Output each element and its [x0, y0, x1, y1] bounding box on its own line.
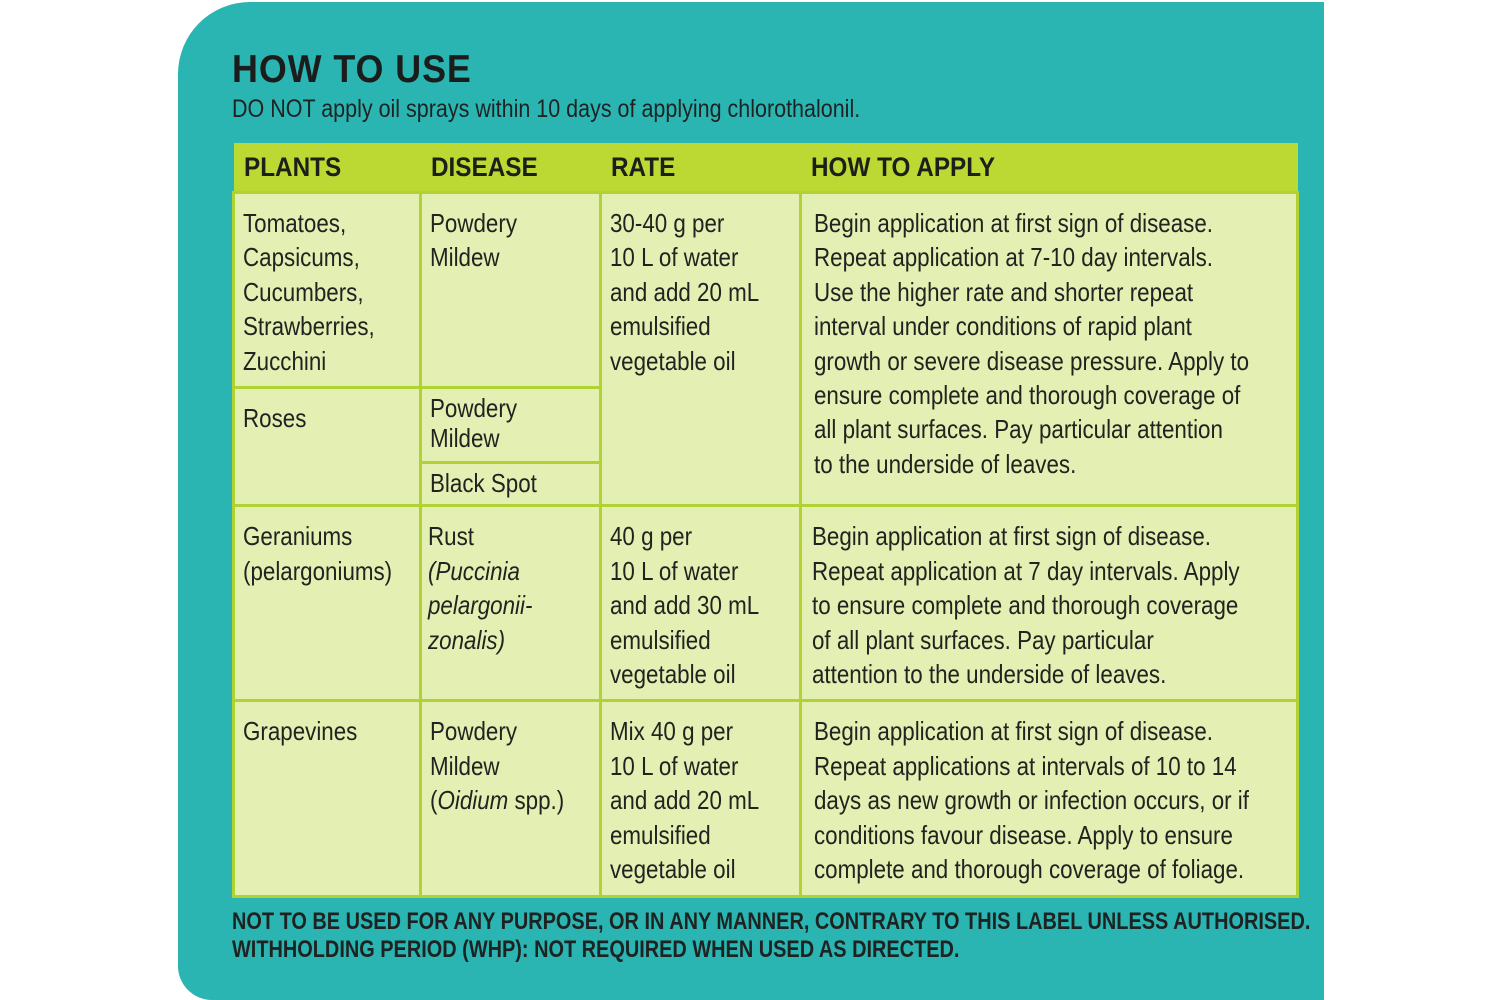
plant-cell-grapevines: Grapevines	[234, 701, 421, 896]
apply-cell-group2: Begin application at first sign of disease. Repeat application at 7 day intervals. Apply to ensure complete and thorough coverage of all plant surfaces. Pay particular attention to the underside of leaves.	[801, 506, 1298, 701]
apply-cell-group3: Begin application at first sign of disease. Repeat applications at intervals of 10 to 14 days as new growth or infection occurs, or if conditions favour disease. Apply to ensure complete and thorough coverage of foliage.	[801, 701, 1298, 896]
table-row	[234, 701, 1298, 896]
header-plants: PLANTS	[234, 143, 421, 193]
rate-cell-group2: 40 g per 10 L of water and add 30 mL emulsified vegetable oil	[601, 506, 801, 701]
plant-cell-roses: Roses	[234, 388, 421, 506]
rate-cell-group3: Mix 40 g per 10 L of water and add 20 mL emulsified vegetable oil	[601, 701, 801, 896]
genus-oidium: Oidium	[437, 785, 509, 816]
footer-notice	[232, 908, 1310, 964]
apply-cell-group1: Begin application at first sign of disease. Repeat application at 7-10 day intervals. Use the higher rate and shorter repeat interval under conditions of rapid plant growth or severe disease pressure. Apply to ensure complete and thorough coverage of all plant surfaces. Pay particular attention to the underside of leaves.	[801, 193, 1298, 506]
disease-cell-rust: Rust (Puccinia pelargonii- zonalis)	[421, 506, 601, 701]
oil-spray-warning: DO NOT apply oil sprays within 10 days of applying chlorothalonil.	[232, 95, 861, 123]
disease-cell-grape-powdery-mildew: Powdery Mildew (Oidium spp.)	[421, 701, 601, 896]
header-how-to-apply: HOW TO APPLY	[801, 143, 1298, 193]
footer-line-authorised: NOT TO BE USED FOR ANY PURPOSE, OR IN ANY MANNER, CONTRARY TO THIS LABEL UNLESS AUTHORISED.	[232, 908, 1311, 935]
footer-line-withholding: WITHHOLDING PERIOD (WHP): NOT REQUIRED WHEN USED AS DIRECTED.	[232, 936, 960, 963]
disease-cell-roses-powdery-mildew: Powdery Mildew	[421, 388, 601, 463]
rate-cell-group1: 30-40 g per 10 L of water and add 20 mL emulsified vegetable oil	[601, 193, 801, 506]
plant-cell-vegetables: Tomatoes, Capsicums, Cucumbers, Strawberries, Zucchini	[234, 193, 421, 388]
table-header-row	[234, 143, 1298, 193]
table-row	[234, 193, 1298, 388]
disease-cell-powdery-mildew: Powdery Mildew	[421, 193, 601, 388]
page-title: HOW TO USE	[232, 48, 472, 91]
table-row	[234, 506, 1298, 701]
header-rate: RATE	[601, 143, 801, 193]
header-disease: DISEASE	[421, 143, 601, 193]
plant-cell-geraniums: Geraniums (pelargoniums)	[234, 506, 421, 701]
disease-cell-black-spot: Black Spot	[421, 463, 601, 506]
usage-table	[232, 143, 1299, 898]
